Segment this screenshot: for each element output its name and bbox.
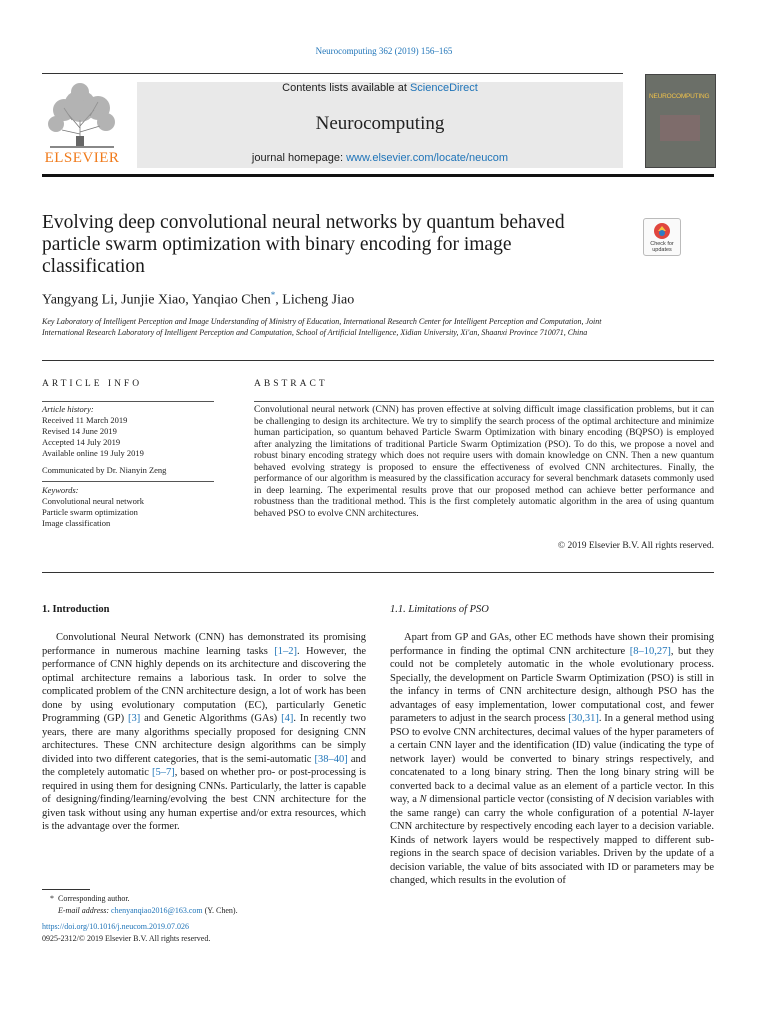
authors-before: Yangyang Li, Junjie Xiao, Yanqiao Chen xyxy=(42,292,271,308)
introduction-paragraph xyxy=(42,631,366,834)
variable-n: N xyxy=(682,807,690,819)
paper-title: Evolving deep convolutional neural networks by quantum behaved particle swarm optimization with binary encoding for image classification xyxy=(42,212,565,277)
abstract-copyright: © 2019 Elsevier B.V. All rights reserved. xyxy=(557,541,714,551)
intro-text: Convolutional Neural Network (CNN) has demonstrated its promising performance in numerous machine learning tasks xyxy=(42,632,366,657)
citation-link[interactable]: [30,31] xyxy=(568,713,599,724)
journal-reference[interactable]: Neurocomputing 362 (2019) 156–165 xyxy=(315,46,453,56)
keyword-item: Particle swarm optimization xyxy=(42,507,138,517)
affiliation: Key Laboratory of Intelligent Perception and Image Understanding of Ministry of Education, International Research Center for Intelligent Perception and Computation, Joint International Research Laboratory of Intelligent Perception and Computation, School of Artificial Intelligence, Xidian University, Xi'an, Shaanxi Province 710071, China xyxy=(42,317,602,337)
limitations-text: decision variables with the same range) can carry the whole configuration of a potential xyxy=(390,794,714,819)
footnote-rule xyxy=(42,889,90,890)
affiliation-rule xyxy=(42,360,714,361)
journal-cover-image xyxy=(645,74,716,168)
footnote-email-line xyxy=(42,905,372,917)
limitations-text: , but they could not be completely automatic in the whole evolutionary process. Specially, the development on Particle Swarm Optimization (PSO) is still in the infancy in terms of CNN architecture design, although PSO has the advantages of easy implementation, lower computational cost, and fewer parameters to adjust in the search process xyxy=(390,645,714,724)
footnote-corresponding-text: Corresponding author. xyxy=(58,894,130,903)
keyword-item: Image classification xyxy=(42,518,111,528)
header-top-rule xyxy=(42,73,623,74)
cover-title: NEUROCOMPUTING xyxy=(649,93,710,100)
check-for-updates-badge[interactable] xyxy=(643,218,681,256)
author-list xyxy=(42,290,354,309)
limitations-text: . In a general method using PSO to evolve CNN architectures, decimal values of the hyper parameters of a certain CNN layer and the identification (ID) value (indicating the type of network layer) would be converted to binary strings respectively, and concatenated to a long binary string. Then the long binary string will be converted back to a decimal value as an element of a particle vector. In this way, a xyxy=(390,713,714,805)
limitations-text: dimensional particle vector (consisting of xyxy=(426,794,608,805)
intro-text: . However, the performance of CNN highly depends on its architecture and discovering the optimal architecture remains a laborious task. In order to solve the complicated problem of the CNN architecture design, a lot of work has been done by using evolutionary computation (EC), particularly Genetic Programming (GP) xyxy=(42,645,367,724)
citation-link[interactable]: [3] xyxy=(127,713,141,724)
issn-line: 0925-2312/© 2019 Elsevier B.V. All rights reserved. xyxy=(42,934,211,943)
variable-n: N xyxy=(607,794,615,805)
communicated-by: Communicated by Dr. Nianyin Zeng xyxy=(42,465,167,475)
abstract-rule xyxy=(254,401,714,402)
citation-link[interactable]: [8–10,27] xyxy=(629,645,671,657)
limitations-text: -layer CNN architecture by respectively encoding each layer to a decision variable. Kinds of network layers would be respectively mapped to different sub-regions in the search space of decision variables. Driven by the update of a decision variable, the value of bits associated with ID or parameters may be changed, which results in the evolution of xyxy=(390,807,714,886)
email-link[interactable]: chenyanqiao2016@163.com xyxy=(111,906,203,915)
history-received: Received 11 March 2019 xyxy=(42,415,128,425)
keywords-rule xyxy=(42,481,214,482)
intro-text: . In recently two years, there are many algorithms specially proposed for designing CNN architectures. These CNN architecture design algorithms can be simply divided into two different categories, that is the semi-automatic xyxy=(42,713,367,765)
footnote-corresponding xyxy=(42,893,372,905)
limitations-heading: 1.1. Limitations of PSO xyxy=(390,604,489,615)
homepage-line xyxy=(137,152,623,164)
abstract-heading: ABSTRACT xyxy=(254,379,328,389)
history-label: Article history: xyxy=(42,404,94,414)
email-suffix: (Y. Chen). xyxy=(202,906,238,915)
limitations-paragraph xyxy=(390,631,714,888)
homepage-prefix: journal homepage: xyxy=(251,152,347,164)
journal-title: Neurocomputing xyxy=(315,113,445,134)
intro-text: and Genetic Algorithms (GAs) xyxy=(140,713,282,724)
abstract-text: Convolutional neural network (CNN) has proven effective at solving difficult image classification problems, but it can be challenging to design its architecture. We try to simplify the search process of the optimal architecture and minimize human participation, so quantum behaved Particle Swarm Optimization with binary encoding (BQPSO) is employed after analyzing the limitations of traditional Particle Swarm Optimization (PSO). To do this, we propose a novel and robust binary encoding strategy which does not require users with domain knowledge on CNN. Then a new quantum behaved evolving strategy is proposed to ensure the effectiveness of evolved CNN architectures. Finally, the performance of our algorithm is measured by the classification accuracy for several benchmark datasets commonly used in deep learning. The experimental results prove that our proposed method can achieve better performance and robustness than the traditional method. This is the first completely automatic algorithm in the area of using quantum behaved PSO to evolve CNN architectures. xyxy=(254,405,714,519)
email-label: E-mail address: xyxy=(58,906,112,915)
footnote xyxy=(42,893,372,945)
article-info-rule xyxy=(42,401,214,402)
citation-link[interactable]: [5–7] xyxy=(152,767,175,778)
citation-link[interactable]: [38–40] xyxy=(314,753,348,765)
header-bottom-rule xyxy=(42,174,714,177)
citation-link[interactable]: [1–2] xyxy=(274,645,297,657)
contents-line xyxy=(137,82,623,94)
intro-text: and the completely automatic xyxy=(42,753,366,778)
keywords-label: Keywords: xyxy=(42,485,79,495)
elsevier-wordmark: ELSEVIER xyxy=(44,150,120,166)
corresponding-author-mark[interactable]: * xyxy=(270,290,276,300)
variable-n: N xyxy=(419,794,427,805)
article-history xyxy=(42,404,214,476)
footnote-mark: * xyxy=(50,894,54,903)
badge-line1: Check for xyxy=(650,241,674,247)
update-badge-icon xyxy=(644,220,680,242)
authors-after: , Licheng Jiao xyxy=(275,292,355,308)
keyword-item: Convolutional neural network xyxy=(42,496,144,506)
badge-line2: updates xyxy=(652,247,672,253)
contents-prefix: Contents lists available at xyxy=(282,82,410,94)
history-accepted: Accepted 14 July 2019 xyxy=(42,437,121,447)
introduction-heading: 1. Introduction xyxy=(42,604,110,615)
history-online: Available online 19 July 2019 xyxy=(42,448,144,458)
citation-link[interactable]: [4] xyxy=(281,713,294,724)
sciencedirect-link[interactable]: ScienceDirect xyxy=(409,82,478,94)
limitations-text: Apart from GP and GAs, other EC methods have shown their promising performance in finding the optimal CNN architecture xyxy=(390,632,714,657)
intro-text: , based on whether pro- or post-processing is required in using them for designing CNNs. Particularly, the latter is capable of designing/finding/learning/evolving the best CNN architecture for the given task without using any human expertise and/or extra resources, which is the advantage over the former. xyxy=(42,767,367,832)
doi-link[interactable]: https://doi.org/10.1016/j.neucom.2019.07.026 xyxy=(42,922,189,931)
journal-homepage-link[interactable]: www.elsevier.com/locate/neucom xyxy=(346,152,509,164)
front-matter-end-rule xyxy=(42,572,714,573)
keywords-block xyxy=(42,485,214,529)
article-info-heading: ARTICLE INFO xyxy=(42,379,143,389)
history-revised: Revised 14 June 2019 xyxy=(42,426,117,436)
